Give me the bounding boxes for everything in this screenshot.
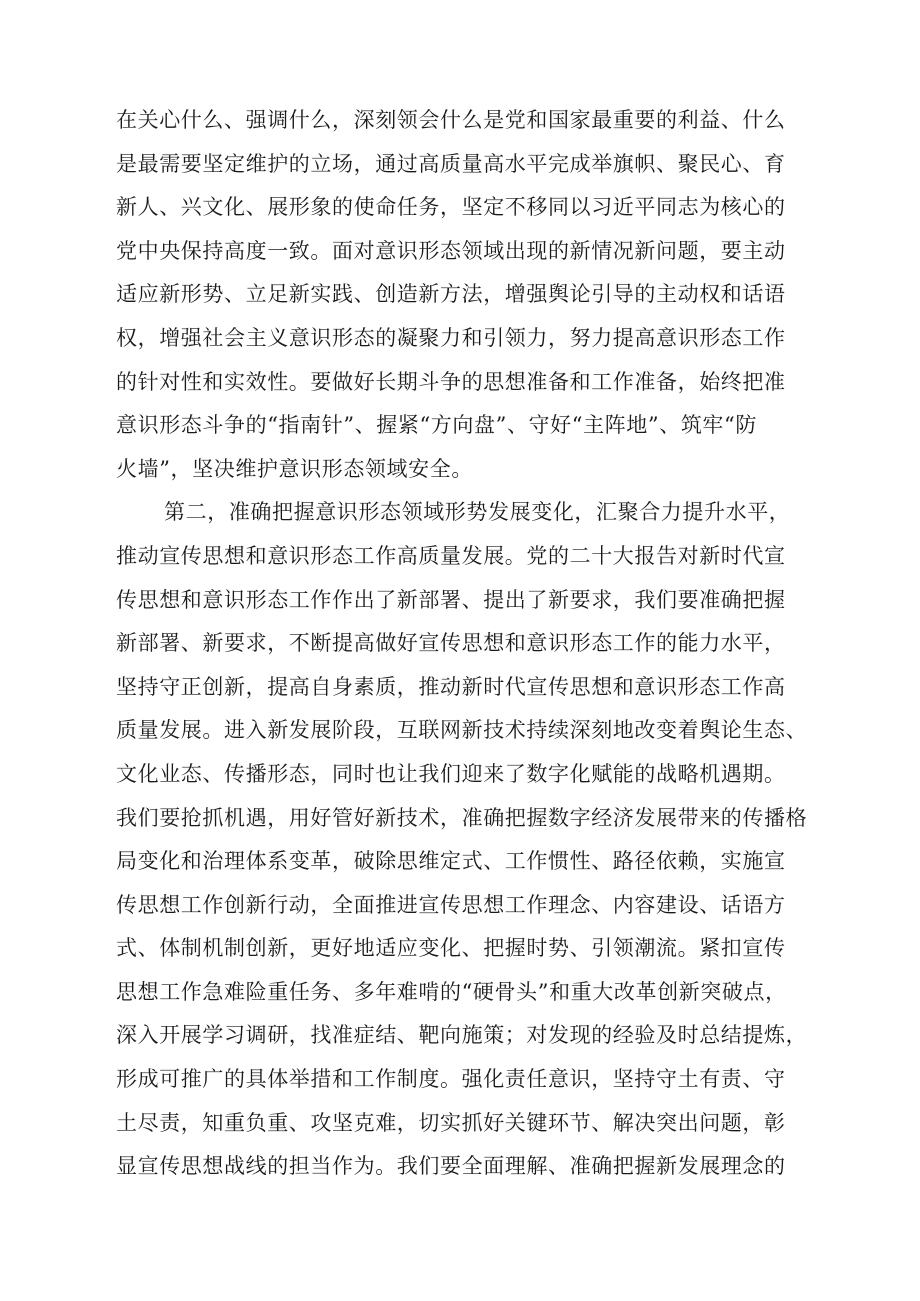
text-line: 传思想和意识形态工作作出了新部署、提出了新要求，我们要准确把握 — [116, 587, 786, 612]
text-line: 党中央保持高度一致。面对意识形态领域出现的新情况新问题，要主动 — [116, 238, 786, 263]
text-line: 的针对性和实效性。要做好长期斗争的思想准备和工作准备，始终把准 — [116, 369, 786, 394]
text-line: 在关心什么、强调什么，深刻领会什么是党和国家最重要的利益、什么 — [116, 108, 786, 132]
text-line: 坚持守正创新，提高自身素质，推动新时代宣传思想和意识形态工作高 — [116, 674, 786, 699]
text-line: 火墙”，坚决维护意识形态领域安全。 — [116, 456, 473, 481]
text-line: 文化业态、传播形态，同时也让我们迎来了数字化赋能的战略机遇期。 — [116, 761, 786, 786]
document-body — [116, 99, 846, 1189]
text-line: 权，增强社会主义意识形态的凝聚力和引领力，努力提高意识形态工作 — [116, 325, 786, 350]
text-line: 新人、兴文化、展形象的使命任务，坚定不移同以习近平同志为核心的 — [116, 195, 786, 220]
text-line: 土尽责，知重负重、攻坚克难，切实抓好关键环节、解决突出问题，彰 — [116, 1110, 786, 1135]
text-line: 是最需要坚定维护的立场，通过高质量高水平完成举旗帜、聚民心、育 — [116, 151, 786, 176]
paragraph-start-line: 第二，准确把握意识形态领域形势发展变化，汇聚合力提升水平， — [164, 500, 791, 525]
text-line: 适应新形势、立足新实践、创造新方法，增强舆论引导的主动权和话语 — [116, 282, 786, 307]
text-line: 质量发展。进入新发展阶段，互联网新技术持续深刻地改变着舆论生态、 — [116, 718, 808, 743]
text-line: 新部署、新要求，不断提高做好宣传思想和意识形态工作的能力水平， — [116, 631, 786, 656]
text-line: 显宣传思想战线的担当作为。我们要全面理解、准确把握新发展理念的 — [116, 1154, 786, 1179]
text-line: 深入开展学习调研，找准症结、靶向施策；对发现的经验及时总结提炼， — [116, 1023, 808, 1048]
text-line: 形成可推广的具体举措和工作制度。强化责任意识，坚持守土有责、守 — [116, 1067, 786, 1092]
text-line: 式、体制机制创新，更好地适应变化、把握时势、引领潮流。紧扣宣传 — [116, 936, 786, 961]
text-line: 思想工作急难险重任务、多年难啃的“硬骨头”和重大改革创新突破点， — [116, 979, 787, 1004]
text-line: 意识形态斗争的“指南针”、握紧“方向盘”、守好“主阵地”、筑牢“防 — [116, 413, 757, 438]
text-line: 传思想工作创新行动，全面推进宣传思想工作理念、内容建设、话语方 — [116, 892, 786, 917]
text-line: 推动宣传思想和意识形态工作高质量发展。党的二十大报告对新时代宣 — [116, 543, 786, 568]
text-line: 我们要抢抓机遇，用好管好新技术，准确把握数字经济发展带来的传播格 — [116, 805, 808, 830]
text-line: 局变化和治理体系变革，破除思维定式、工作惯性、路径依赖，实施宣 — [116, 849, 786, 874]
